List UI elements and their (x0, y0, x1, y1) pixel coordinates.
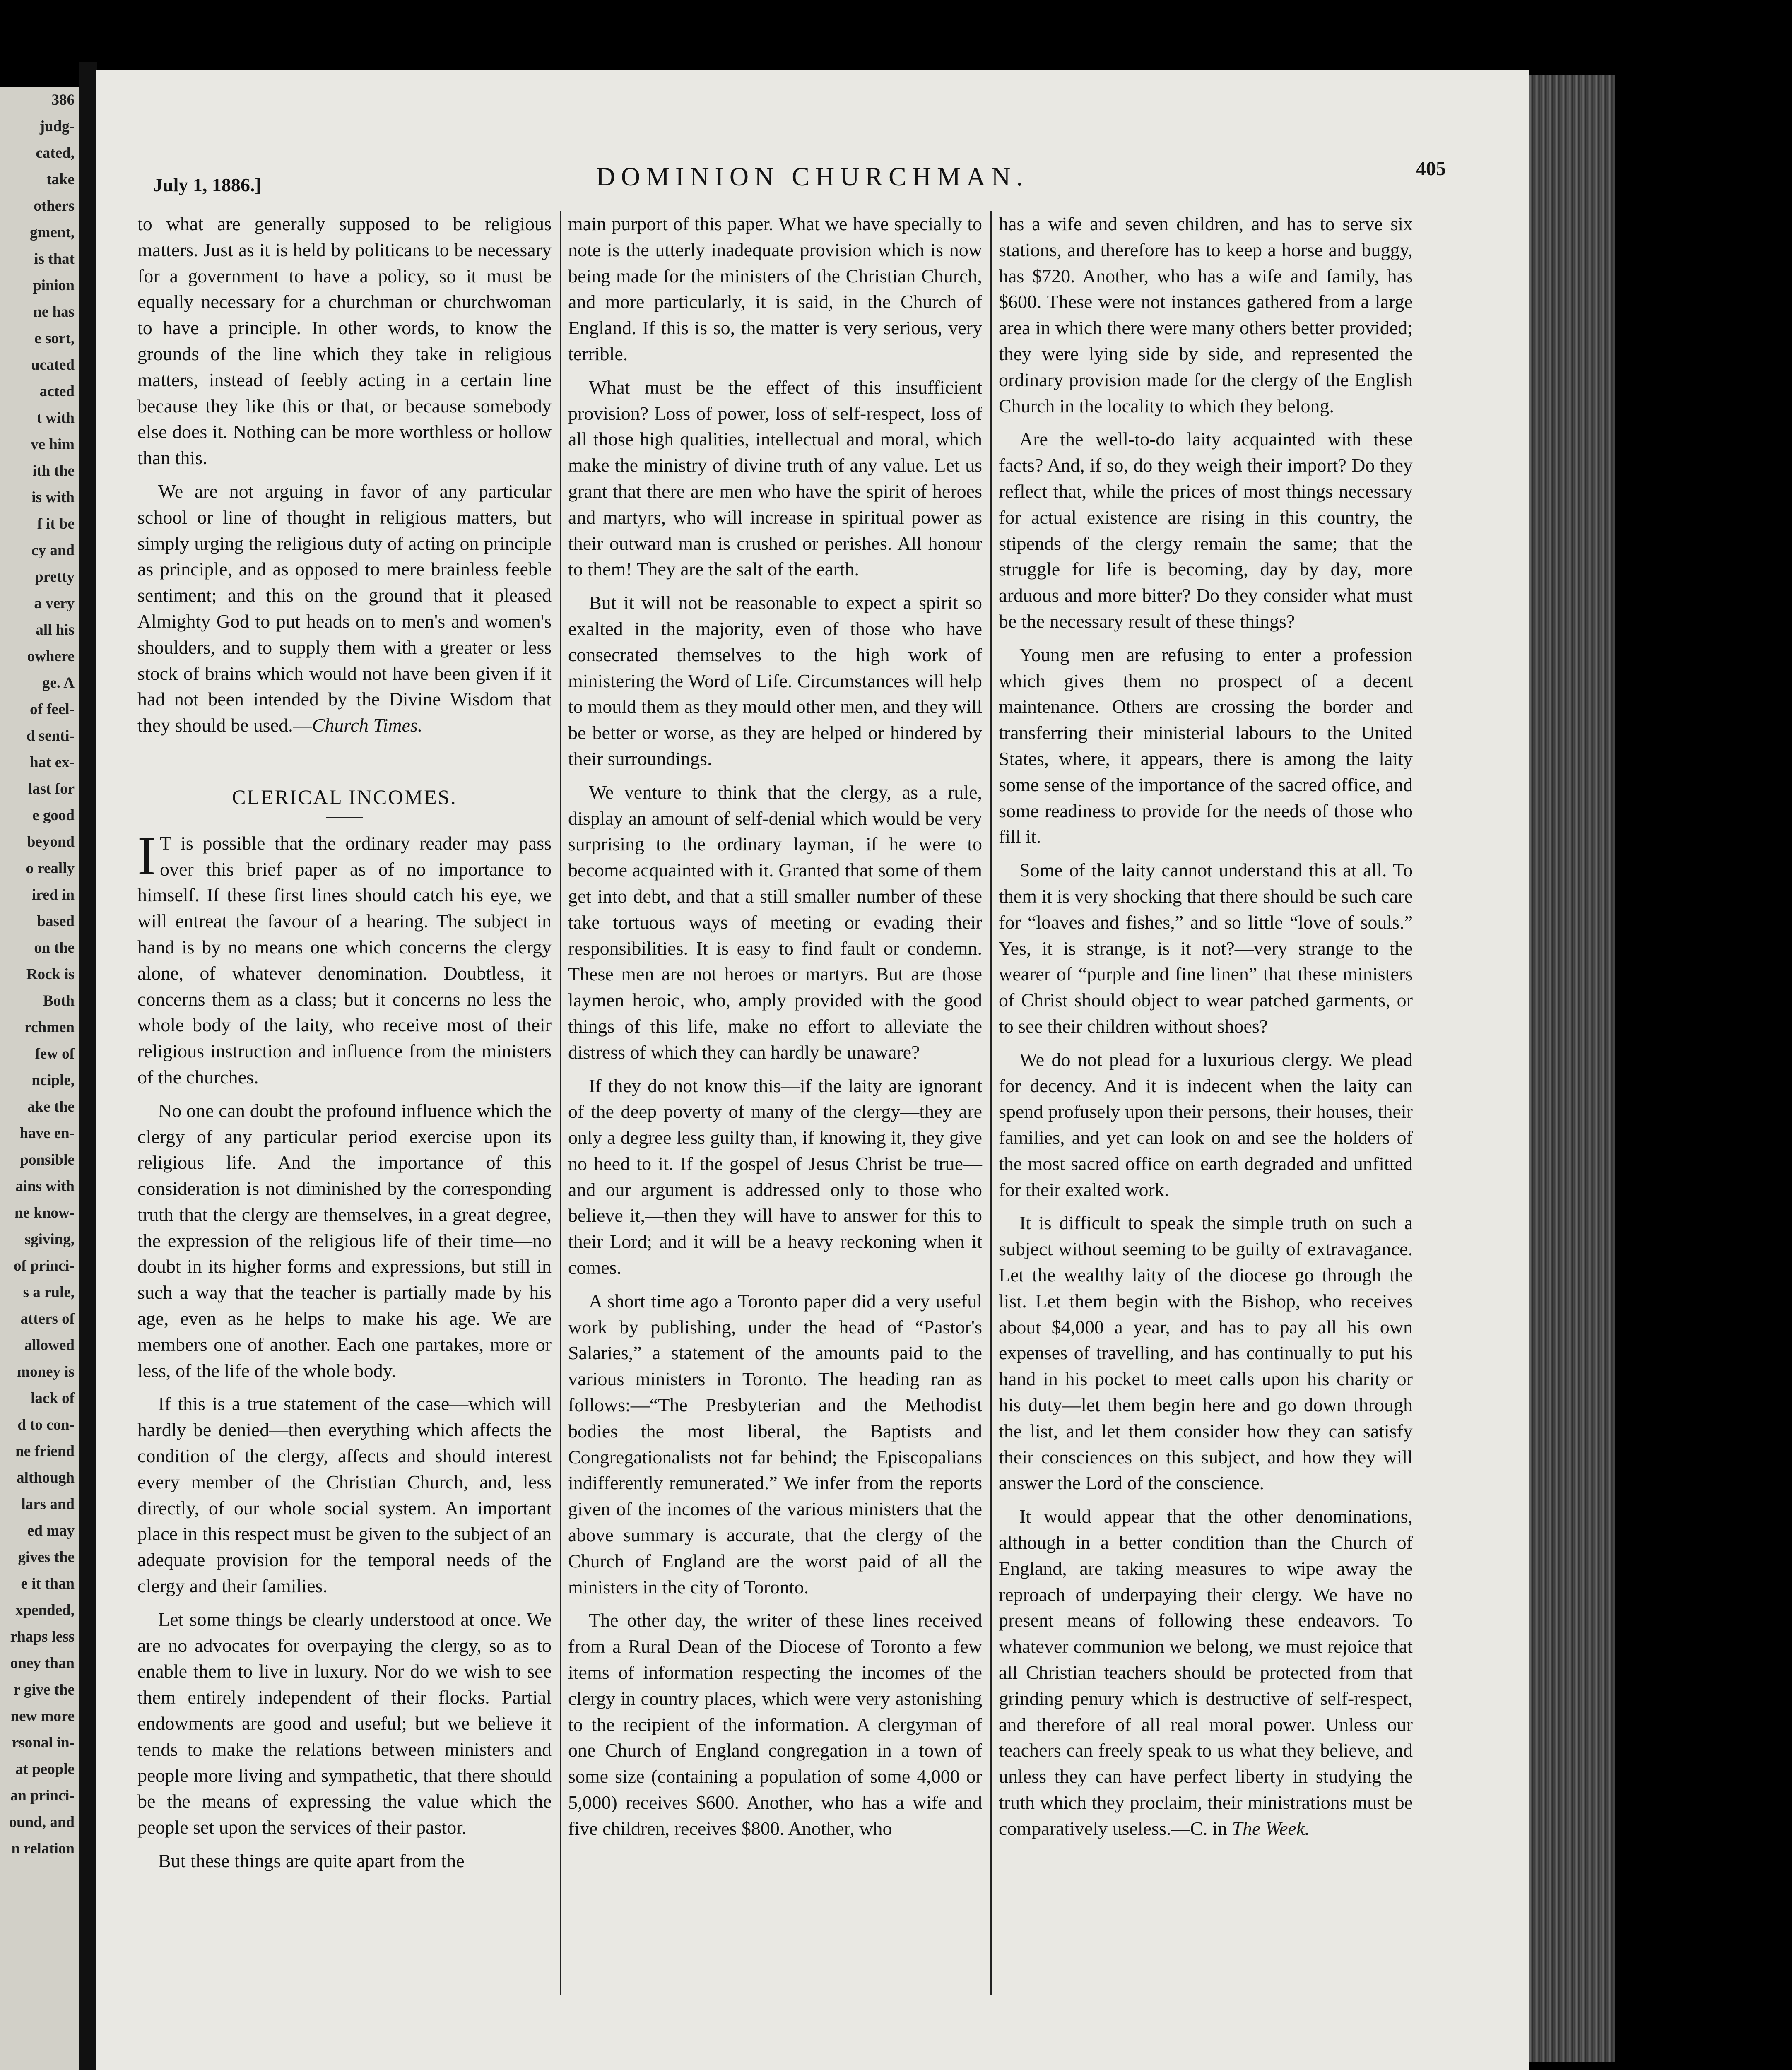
column-rule (560, 211, 561, 1995)
prev-page-line: cy and (31, 542, 75, 559)
prev-page-line: rhaps less (10, 1628, 75, 1645)
paragraph: Let some things be clearly understood at once. We are no advocates for overpaying the clergy, so as to enable them to live in luxury. Nor do we wish to see them entirely independent of their flocks. Partial endowments are good and useful; but we believe it tends to make the relations between ministers and people more living and sympathetic, that there should be the means of expressing the value which the people set upon the services of their pastor. (137, 1608, 552, 1838)
paragraph: Young men are refusing to enter a profession which gives them no prospect of a decent maintenance. Others are crossing the border and transferring their ministerial labours to the United States, where, it appears, there is among the laity some sense of the importance of the sacred office, and some readiness to provide for the needs of those who fill it. (999, 644, 1413, 847)
paragraph (137, 825, 552, 1090)
drop-cap: I (137, 825, 156, 886)
source-credit: Church Times. (312, 715, 423, 736)
paragraph (999, 1504, 1413, 1841)
prev-page-line: owhere (27, 648, 75, 665)
prev-page-line: r give the (13, 1681, 75, 1698)
prev-page-line: pinion (33, 277, 75, 294)
heading-rule (326, 817, 363, 818)
paragraph-text: T is possible that the ordinary reader may pass over this brief paper as of no importance to himself. If these first lines should catch his eye, we will entreat the favour of a hearing. The subject in hand is by no means one which concerns the clergy alone, of whatever denomination. Doubtless, it concerns them as a class; but it concerns no less the whole body of the laity, who receive most of their religious instruction and influence from the ministers of the churches. (137, 832, 552, 1088)
paragraph: main purport of this paper. What we have specially to note is the utterly inadequate provision which is now being made for the ministers of the Christian Church, and more particularly, it is said, in the Church of England. If this is so, the matter is very serious, very terrible. (568, 213, 982, 364)
prev-page-line: ound, and (9, 1814, 75, 1831)
prev-page-line: of princi- (14, 1257, 75, 1274)
page-number: 405 (1416, 158, 1446, 180)
paragraph: What must be the effect of this insufficient provision? Loss of power, loss of self-respect, loss of all those high qualities, intellectual and moral, which make the ministry of divine truth of any value. Let us grant that there are men who have the spirit of heroes and martyrs, who will increase in spiritual power as their outward man is crushed or perishes. All honour to them! They are the salt of the earth. (568, 376, 982, 580)
prev-page-line: new more (10, 1708, 75, 1725)
prev-page-line: 386 (51, 91, 75, 108)
prev-page-line: beyond (26, 833, 75, 850)
prev-page-line: ge. A (42, 674, 75, 691)
prev-page-line: ponsible (20, 1151, 75, 1168)
prev-page-line: pretty (35, 568, 75, 585)
prev-page-line: rchmen (24, 1019, 75, 1036)
prev-page-line: ith the (32, 462, 75, 479)
prev-page-line: o really (26, 860, 75, 877)
prev-page-line: d to con- (17, 1416, 75, 1433)
article-heading: CLERICAL INCOMES. (232, 785, 457, 809)
publication-title: DOMINION CHURCHMAN. (596, 162, 1029, 191)
paragraph: We venture to think that the clergy, as a rule, display an amount of self-denial which would be very surprising to the ordinary layman, if he were to become acquainted with it. Granted that some of them get into debt, and that a still smaller number of these take tortuous ways of meeting or evading their responsibilities. It is easy to find fault or condemn. These men are not heroes or martyrs. But are those laymen heroic, who, amply provided with the good things of this life, make no effort to alleviate the distress of which they can hardly be unaware? (568, 781, 982, 1063)
prev-page-line: cated, (36, 144, 75, 161)
prev-page-line: e good (32, 807, 75, 824)
prev-page-line: is that (34, 250, 75, 267)
prev-page-line: e it than (21, 1575, 75, 1592)
prev-page-line: ve him (31, 436, 75, 453)
newspaper-page (96, 70, 1529, 2070)
prev-page-line: lars and (21, 1496, 75, 1513)
prev-page-line: last for (28, 780, 75, 797)
prev-page-line: ired in (31, 886, 75, 903)
column-rule (990, 211, 992, 1995)
paragraph: Some of the laity cannot understand this at all. To them it is very shocking that there should be such care for “loaves and fishes,” and so little “love of souls.” Yes, it is strange, is it not?—very strange to the wearer of “purple and fine linen” that these ministers of Christ should object to wear patched garments, or to see their children without shoes? (999, 859, 1413, 1037)
prev-page-line: lack of (31, 1390, 75, 1407)
paragraph: to what are generally supposed to be religious matters. Just as it is held by politicans to be necessary for a government to have a policy, so it must be equally necessary for a churchman or churchwoman to have a principle. In other words, to know the grounds of the line which they take in religious matters, instead of feebly acting in a certain line because they like this or that, or because somebody else does it. Nothing can be more worthless or hollow than this. (137, 213, 552, 469)
paragraph: A short time ago a Toronto paper did a very useful work by publishing, under the head of “Pastor's Salaries,” a statement of the amounts paid to the various ministers in Toronto. The heading ran as follows:—“The Presbyterian and the Methodist bodies the most liberal, the Baptists and Congregationalists not far behind; the Episcopalians indifferently remunerated.” We infer from the reports given of the incomes of the various ministers that the above summary is accurate, that the clergy of the Church of England are the worst paid of all the ministers in the city of Toronto. (568, 1290, 982, 1598)
prev-page-line: sgiving, (24, 1231, 75, 1248)
prev-page-line: based (37, 913, 75, 930)
prev-page-line: allowed (24, 1337, 75, 1354)
prev-page-line: is with (31, 489, 75, 506)
column-1 (137, 211, 552, 1882)
prev-page-line: t with (36, 409, 75, 426)
prev-page-line: few of (35, 1045, 75, 1062)
paragraph (137, 479, 552, 739)
prev-page-line: ne friend (15, 1443, 75, 1460)
paragraph-text: It would appear that the other denominations, although in a better condition than the Church of England, are taking measures to wipe away the reproach of underpaying their clergy. We have no present means of following these endeavors. To whatever communion we belong, we must rejoice that all Christian teachers should be protected from that grinding penury which is destructive of self-respect, and therefore of all real moral power. Unless our teachers can freely speak to us what they believe, and unless they can have perfect liberty in studying the truth which they proclaim, their ministrations must be comparatively useless.—C. in (999, 1506, 1413, 1839)
paragraph: No one can doubt the profound influence which the clergy of any particular period exercise upon its religious life. And the importance of this consideration is not diminished by the corresponding truth that the clergy are themselves, in a great degree, the expression of the religious life of their time—no doubt in its higher forms and expressions, but still in such a way that the teacher is partially made by his age, even as he helps to make his age. We are members one of another. Each one partakes, more or less, of the life of the whole body. (137, 1100, 552, 1381)
prev-page-line: on the (34, 939, 75, 956)
paragraph: If this is a true statement of the case—which will hardly be denied—then everything which affects the condition of the clergy, affects and should interest every member of the Christian Church, and, less directly, of our whole social system. An important place in this respect must be given to the subject of an adequate provision for the temporal needs of the clergy and their families. (137, 1393, 552, 1597)
paragraph: But it will not be reasonable to expect a spirit so exalted in the majority, even of those who have consecrated themselves to the high work of ministering the Word of Life. Circumstances will help to mould them as they mould other men, and they will be better or worse, as they are helped or hindered by their surroundings. (568, 592, 982, 769)
prev-page-line: others (34, 197, 75, 214)
prev-page-line: of feel- (30, 701, 75, 718)
prev-page-line: acted (39, 383, 75, 400)
prev-page-line: e sort, (34, 330, 75, 347)
prev-page-line: ne know- (14, 1204, 75, 1221)
prev-page-line: d senti- (26, 727, 75, 744)
prev-page-line: n relation (11, 1840, 75, 1857)
paragraph: has a wife and seven children, and has to serve six stations, and therefore has to keep a horse and buggy, has $720. Another, who has a wife and family, has $600. These were not instances gathered from a large area in which there were many others better provided; they were lying side by side, and represented the ordinary provision made for the clergy of the English Church in the locality to which they belong. (999, 213, 1413, 416)
binding-gutter (79, 62, 97, 2070)
prev-page-line: ed may (27, 1522, 75, 1539)
running-header (96, 157, 1529, 195)
prev-page-line: money is (17, 1363, 75, 1380)
prev-page-line: Both (43, 992, 75, 1009)
paragraph: But these things are quite apart from the (158, 1850, 465, 1872)
prev-page-line: nciple, (31, 1072, 75, 1089)
paragraph: It is difficult to speak the simple truth on such a subject without seeming to be guilty of extravagance. Let the wealthy laity of the diocese go through the list. Let them begin with the Bishop, who receives about $4,000 a year, and has to pay all his own expenses of travelling, and has continually to put his hand in his pocket to meet calls upon his charity or his duty—let them begin here and go down through the list, and let them consider how they can satisfy their consciences on this subject, and how they will answer the Lord of the conscience. (999, 1212, 1413, 1494)
prev-page-line: s a rule, (23, 1284, 75, 1301)
prev-page-line: gment, (30, 224, 75, 241)
prev-page-line: oney than (10, 1655, 75, 1672)
prev-page-line: f it be (37, 515, 75, 532)
prev-page-line: take (46, 171, 75, 188)
prev-page-line: ucated (31, 356, 75, 373)
prev-page-line: gives the (18, 1549, 75, 1566)
previous-page-fragment (0, 87, 79, 2070)
prev-page-line: hat ex- (30, 754, 75, 771)
prev-page-line: have en- (19, 1125, 75, 1142)
prev-page-line: judg- (39, 118, 75, 135)
column-2 (568, 211, 982, 1849)
prev-page-line: although (17, 1469, 75, 1486)
prev-page-line: atters of (20, 1310, 75, 1327)
prev-page-line: ake the (27, 1098, 75, 1115)
page-stack-edge (1528, 75, 1615, 2062)
prev-page-line: xpended, (15, 1602, 75, 1619)
issue-date: July 1, 1886.] (153, 174, 261, 195)
source-credit: The Week. (1232, 1817, 1310, 1839)
prev-page-line: ne has (33, 303, 75, 320)
paragraph: The other day, the writer of these lines received from a Rural Dean of the Diocese of Toronto a few items of information respecting the incomes of the clergy in country places, which were very astonishing to the recipient of the information. A clergyman of one Church of England congregation in a town of some size (containing a population of some 4,000 or 5,000) receives $600. Another, who has a wife and five children, receives $800. Another, who (568, 1610, 982, 1839)
paragraph-text: We are not arguing in favor of any particular school or line of thought in religious matters, but simply urging the religious duty of acting on principle as principle, and as opposed to mere brainless feeble sentiment; and this on the ground that it pleased Almighty God to put heads on to men's and women's shoulders, and to supply them with a greater or less stock of brains which would not have been given if it had not been intended by the Divine Wisdom that they should be used.— (137, 480, 552, 736)
prev-page-line: Rock is (26, 966, 75, 983)
prev-page-line: ains with (15, 1178, 75, 1195)
prev-page-line: an princi- (10, 1787, 75, 1804)
prev-page-line: a very (34, 595, 75, 612)
column-3 (999, 211, 1413, 1849)
paragraph: Are the well-to-do laity acquainted with these facts? And, if so, do they weigh their import? Do they reflect that, while the prices of most things necessary for actual existence are rising in this country, the stipends of the clergy remain the same; that the struggle for life is becoming, day by day, more arduous and more bitter? Do they consider what must be the necessary result of these things? (999, 428, 1413, 632)
prev-page-line: at people (15, 1761, 75, 1778)
paragraph: We do not plead for a luxurious clergy. We plead for decency. And it is indecent when the laity can spend profusely upon their persons, their houses, their families, and yet can look on and see the holders of the most sacred office on earth degraded and unfitted for their exalted work. (999, 1049, 1413, 1200)
paragraph: If they do not know this—if the laity are ignorant of the deep poverty of many of the clergy—they are only a degree less guilty than, if knowing it, they give no heed to it. If the gospel of Jesus Christ be true—and our argument is addressed only to those who believe it,—then they will have to answer for this to their Lord; and it will be a heavy reckoning when it comes. (568, 1075, 982, 1278)
prev-page-line: all his (36, 621, 75, 638)
prev-page-line: rsonal in- (12, 1734, 75, 1751)
